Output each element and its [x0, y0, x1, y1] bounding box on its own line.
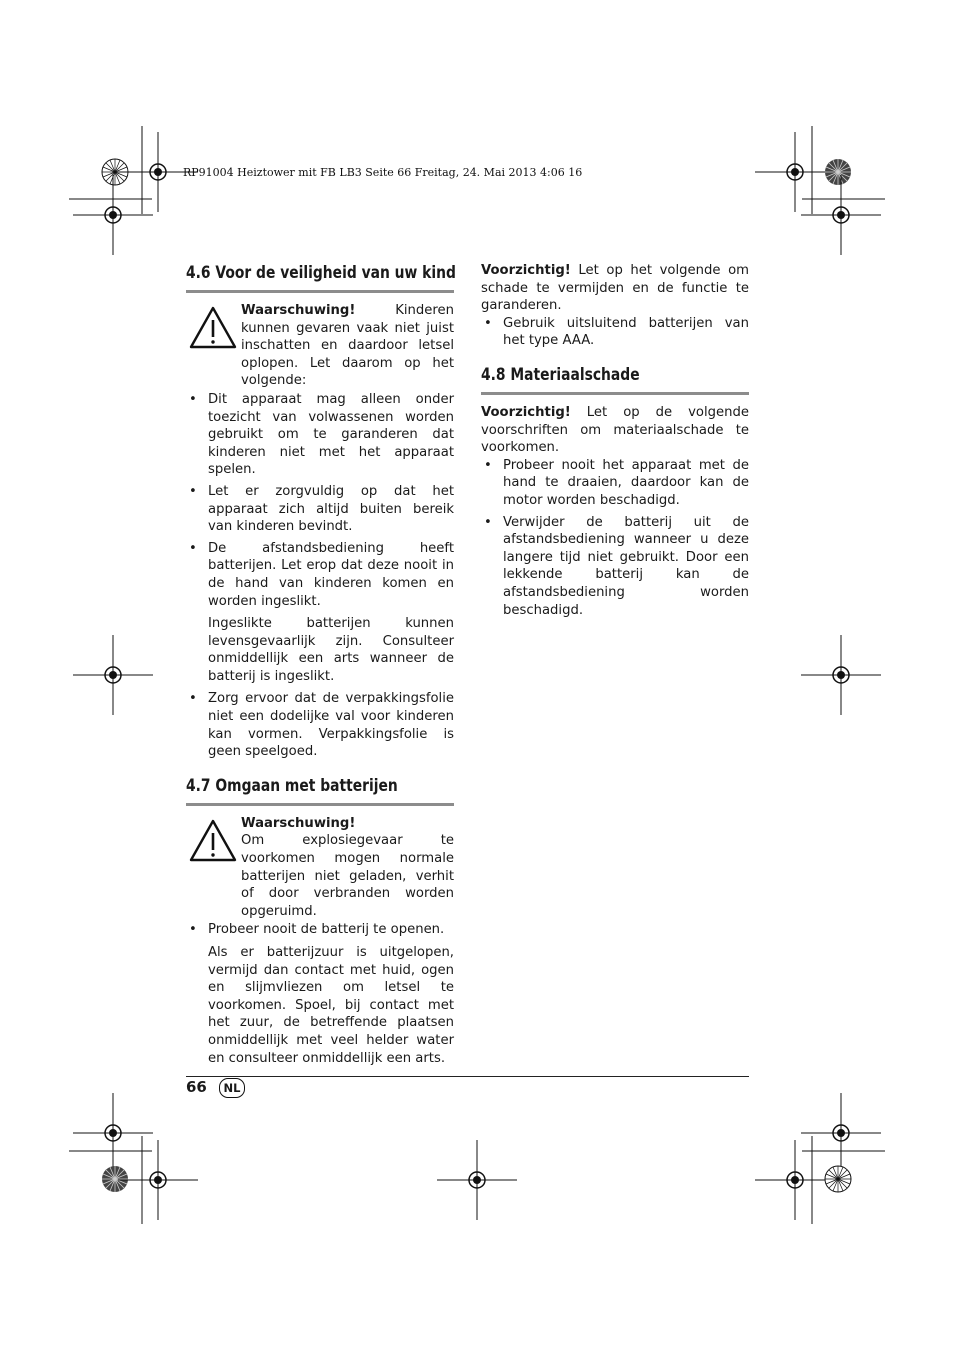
- caution-label: Voorzichtig!: [481, 404, 571, 420]
- battery-note: Ingeslikte batterijen kunnen levensgevaarlijk zijn. Consulteer onmiddellijk een arts wanneer de batterij is ingeslikt.: [208, 616, 454, 684]
- caution-bullet-list: [481, 315, 749, 350]
- warning-block: [186, 815, 454, 921]
- warning-text: Waarschuwing! Kinderen kunnen gevaren vaak niet juist inschatten en daardoor letsel oplopen. Let daarom op het volgende:: [241, 303, 454, 389]
- left-column: [186, 262, 454, 1067]
- print-slug-header: RP91004 Heiztower mit FB LB3 Seite 66 Freitag, 24. Mai 2013 4:06 16: [183, 166, 583, 179]
- caution-paragraph: Voorzichtig! Let op het volgende om schade te vermijden en de functie te garanderen.: [481, 263, 749, 314]
- material-bullet-list: [481, 457, 749, 619]
- section-title-4-8: 4.8 Materiaalschade: [481, 364, 640, 384]
- warning-triangle-icon: [188, 818, 238, 863]
- list-item: • Dit apparaat mag alleen onder toezicht van volwassenen worden gebruikt om te garanderen dat kinderen niet met het apparaat spelen.: [186, 391, 454, 479]
- list-item: • Zorg ervoor dat de verpakkingsfolie niet een dodelijke val voor kinderen kan vormen. Verpakkingsfolie is geen speelgoed.: [186, 690, 454, 760]
- list-item: • Verwijder de batterij uit de afstandsbediening wanneer u deze langere tijd niet gebruikt. Door een lekkende batterij kan de afstandsbediening worden beschadigd.: [481, 514, 749, 620]
- safety-bullet-list: [186, 391, 454, 610]
- language-badge: NL: [219, 1078, 245, 1098]
- list-item: • Probeer nooit het apparaat met de hand te draaien, daardoor kan de motor worden beschadigd.: [481, 457, 749, 510]
- warning-label: Waarschuwing!: [241, 303, 356, 318]
- warning-block: [186, 302, 454, 390]
- section-rule: [186, 290, 454, 293]
- battery-acid-note: Als er batterijzuur is uitgelopen, vermijd dan contact met huid, ogen en slijmvliezen om letsel te voorkomen. Spoel, bij contact met het zuur, de betreffende plaatsen onmiddellijk met veel helder water en consulteer onmiddellijk een arts.: [208, 945, 454, 1066]
- section-rule: [186, 803, 454, 806]
- right-column: [481, 262, 749, 619]
- warning-text: Om explosiegevaar te voorkomen mogen normale batterijen niet geladen, verhit of door verbranden worden opgeruimd.: [241, 833, 454, 919]
- page-number: 66: [186, 1078, 207, 1096]
- list-item: • Let er zorgvuldig op dat het apparaat zich altijd buiten bereik van kinderen bevindt.: [186, 483, 454, 536]
- battery-bullet-list: [186, 921, 454, 939]
- caution-paragraph: Voorzichtig! Let op de volgende voorschriften om materiaalschade te voorkomen.: [481, 404, 749, 456]
- warning-triangle-icon: [188, 305, 238, 350]
- warning-label: Waarschuwing!: [241, 815, 356, 831]
- section-rule: [481, 392, 749, 395]
- section-title-4-6: 4.6 Voor de veiligheid van uw kind: [186, 263, 456, 282]
- caution-label: Voorzichtig!: [481, 263, 571, 278]
- list-item: • De afstandsbediening heeft batterijen. Let erop dat deze nooit in de hand van kinderen komen en worden ingeslikt.: [186, 540, 454, 610]
- section-title-4-7: 4.7 Omgaan met batterijen: [186, 775, 398, 795]
- list-item: • Gebruik uitsluitend batterijen van het type AAA.: [481, 315, 749, 350]
- list-item: • Probeer nooit de batterij te openen.: [186, 921, 454, 939]
- safety-bullet-list-2: [186, 690, 454, 760]
- footer-rule: [186, 1076, 749, 1077]
